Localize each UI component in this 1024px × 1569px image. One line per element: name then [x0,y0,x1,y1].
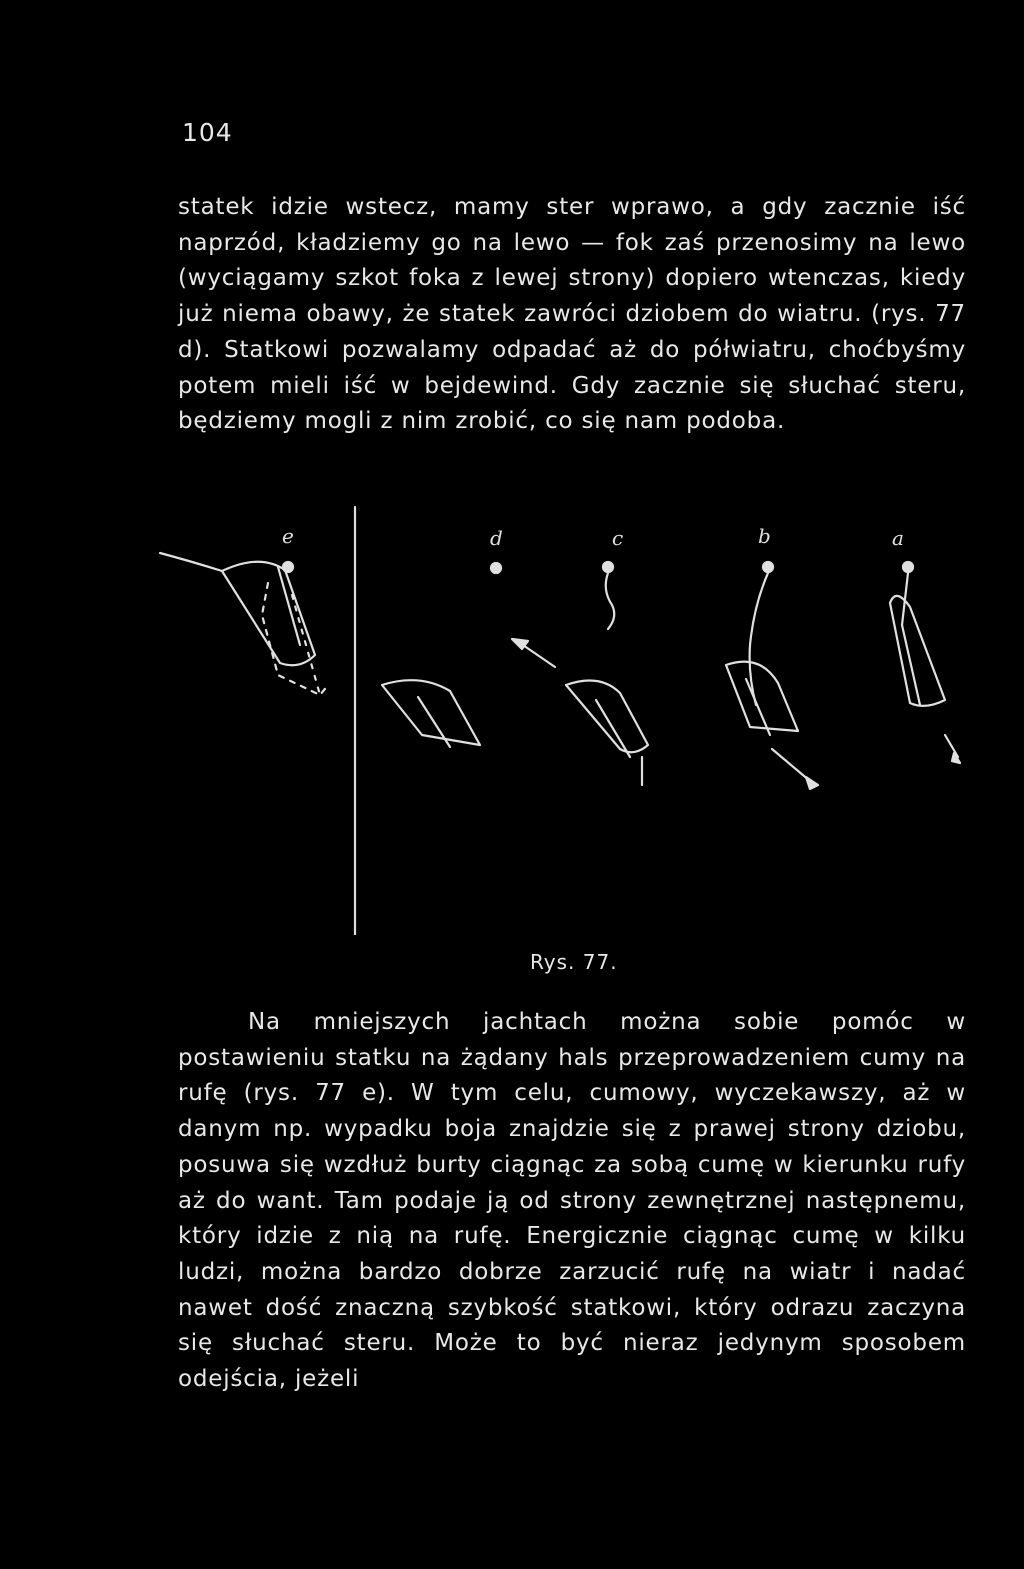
figure-77 [150,495,970,935]
panel-a-boat [890,562,960,763]
panel-label-a: a [892,526,904,550]
panel-e-boat [160,553,328,695]
paragraph-1: statek idzie wstecz, mamy ster wprawo, a gdy zacznie iść naprzód, kładziemy go na lewo — fok zaś przenosimy na lewo (wyciągamy szkot foka z lewej strony) dopiero wtenczas, kiedy już niema obawy, że statek zawróci dziobem do wiatru. (rys. 77 d). Statkowi pozwalamy odpadać aż do półwiatru, choćbyśmy potem mieli iść w bejdewind. Gdy zacznie się słuchać steru, będziemy mogli z nim zrobić, co się nam podoba. [178,194,966,435]
boat-diagram [150,495,970,935]
paragraph-2: Na mniejszych jachtach można sobie pomóc w postawieniu statku na żądany hals przeprowadzeniem cumy na rufę (rys. 77 e). W tym celu, cumowy, wyczekawszy, aż w danym np. wypadku boja znajdzie się z prawej strony dziobu, posuwa się wzdłuż burty ciągnąc za sobą cumę w kierunku rufy aż do want. Tam podaje ją od strony zewnętrznej następnemu, który idzie z nią na rufę. Energicznie ciągnąc cumę w kilku ludzi, można bardzo dobrze zarzucić rufę na wiatr i nadać nawet dość znaczną szybkość statkowi, który odrazu zaczyna się słuchać steru. Może to być nieraz jedynym sposobem odejścia, jeżeli [178,1009,966,1393]
panel-b-boat [726,562,818,789]
figure-caption: Rys. 77. [530,950,618,974]
panel-label-b: b [758,524,771,548]
panel-c-boat [512,562,648,785]
panel-label-c: c [612,526,624,550]
panel-d-boat [382,563,501,747]
page-number: 104 [182,118,233,147]
panel-label-d: d [490,526,503,550]
panel-label-e: e [282,524,294,548]
